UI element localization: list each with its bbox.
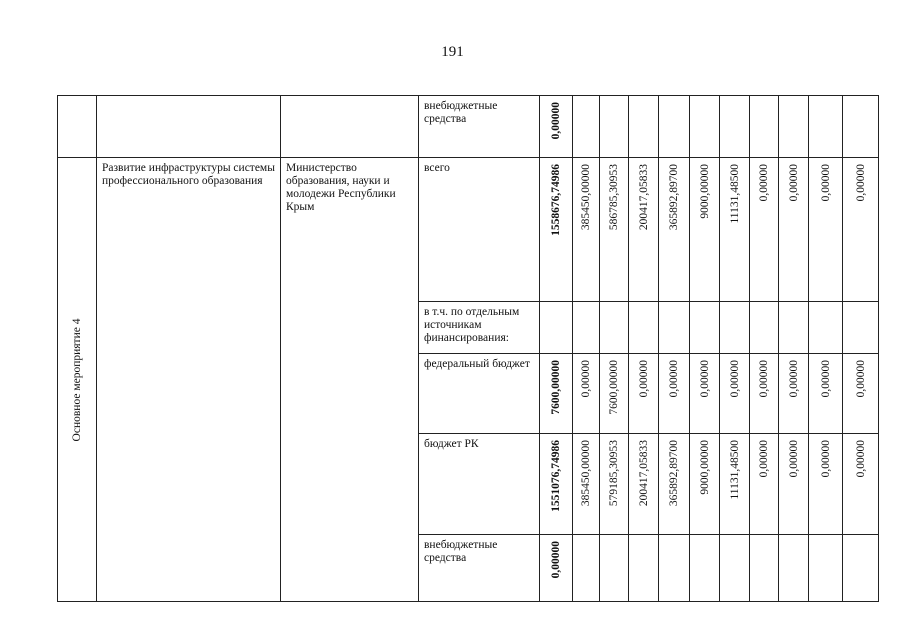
source-label: всего [424,162,450,174]
activity-name: Развитие инфраструктуры системы профессионального образования [96,157,280,602]
row-top-executor-cell [280,95,418,157]
year-value-cell [689,301,719,353]
total-cell [539,534,572,602]
year-value-cell [842,95,879,157]
year-value-cell [658,353,689,433]
year-value-cell [689,433,719,534]
source-cell [418,95,539,157]
year-value: 579185,30953 [608,440,620,507]
year-value-cell [572,301,599,353]
total-value: 0,00000 [550,541,562,579]
year-value-cell [808,301,842,353]
year-value-cell [808,534,842,602]
year-value: 11131,48500 [728,164,741,224]
total-cell [539,157,572,301]
year-value-cell [599,301,628,353]
year-value-cell [749,534,778,602]
year-value-cell [658,301,689,353]
year-value-cell [572,157,599,301]
year-value: 365892,89700 [668,440,680,507]
year-value: 200417,05833 [637,440,650,507]
activity-label-cell [57,157,96,602]
year-value: 0,00000 [855,440,867,478]
year-value: 0,00000 [758,360,770,398]
year-value-cell [842,157,879,301]
year-value: 0,00000 [787,440,800,478]
year-value-cell [572,353,599,433]
page-number: 191 [441,44,464,60]
row-top-name-cell [96,95,280,157]
year-value: 9000,00000 [698,164,711,219]
source-label: федеральный бюджет [424,358,530,370]
year-value-cell [628,534,658,602]
source-label: бюджет РК [424,438,479,450]
total-value: 1551076,74986 [550,440,562,512]
source-label: внебюджетные средства [424,539,498,564]
year-value: 0,00000 [855,164,867,202]
year-value-cell [778,301,808,353]
year-value-cell [808,433,842,534]
total-cell [539,353,572,433]
year-value-cell [689,534,719,602]
year-value-cell [749,157,778,301]
year-value-cell [599,353,628,433]
year-value-cell [572,95,599,157]
year-value-cell [842,353,879,433]
source-cell [418,433,539,534]
year-value-cell [808,157,842,301]
source-cell [418,353,539,433]
year-value-cell [599,157,628,301]
year-value-cell [778,353,808,433]
year-value: 11131,48500 [728,440,741,500]
year-value: 586785,30953 [608,164,620,231]
year-value: 0,00000 [787,360,800,398]
financing-table [57,95,879,602]
year-value-cell [719,353,749,433]
year-value-cell [778,534,808,602]
year-value: 0,00000 [819,440,832,478]
year-value-cell [658,534,689,602]
year-value-cell [808,353,842,433]
total-value: 7600,00000 [550,360,562,415]
year-value-cell [719,301,749,353]
year-value-cell [628,353,658,433]
year-value: 0,00000 [758,440,770,478]
year-value-cell [628,95,658,157]
year-value: 0,00000 [787,164,800,202]
year-value-cell [599,534,628,602]
source-cell [418,157,539,301]
year-value-cell [628,301,658,353]
year-value-cell [689,157,719,301]
year-value-cell [658,157,689,301]
year-value-cell [572,534,599,602]
total-value: 0,00000 [550,102,562,140]
source-cell [418,534,539,602]
year-value: 7600,00000 [608,360,620,415]
year-value-cell [778,95,808,157]
year-value-cell [628,157,658,301]
year-value-cell [658,433,689,534]
year-value: 0,00000 [819,360,832,398]
year-value-cell [689,353,719,433]
activity-executor: Министерство образования, науки и молодежи Республики Крым [280,157,418,602]
year-value-cell [599,433,628,534]
year-value-cell [778,157,808,301]
year-value-cell [719,534,749,602]
year-value-cell [749,95,778,157]
total-cell [539,95,572,157]
activity-label: Основное мероприятие 4 [71,318,83,442]
year-value-cell [749,433,778,534]
year-value: 0,00000 [728,360,741,398]
year-value-cell [719,433,749,534]
year-value: 0,00000 [668,360,680,398]
year-value-cell [842,301,879,353]
source-cell [418,301,539,353]
year-value: 0,00000 [580,360,592,398]
year-value-cell [749,301,778,353]
year-value-cell [749,353,778,433]
year-value-cell [808,95,842,157]
year-value-cell [572,433,599,534]
year-value: 0,00000 [819,164,832,202]
year-value: 0,00000 [758,164,770,202]
source-label: внебюджетные средства [424,100,498,125]
year-value-cell [689,95,719,157]
source-label: в т.ч. по отдельным источникам финансирования: [424,306,520,344]
total-cell [539,433,572,534]
year-value: 9000,00000 [698,440,711,495]
year-value-cell [719,95,749,157]
year-value: 365892,89700 [668,164,680,231]
year-value: 0,00000 [855,360,867,398]
year-value: 0,00000 [637,360,650,398]
total-value: 1558676,74986 [550,164,562,236]
total-cell [539,301,572,353]
year-value: 200417,05833 [637,164,650,231]
year-value-cell [658,95,689,157]
year-value-cell [628,433,658,534]
row-top-activity-cell [57,95,96,157]
year-value: 0,00000 [698,360,711,398]
year-value-cell [778,433,808,534]
year-value-cell [599,95,628,157]
year-value-cell [842,433,879,534]
year-value: 385450,00000 [580,440,592,507]
year-value: 385450,00000 [580,164,592,231]
year-value-cell [719,157,749,301]
year-value-cell [842,534,879,602]
